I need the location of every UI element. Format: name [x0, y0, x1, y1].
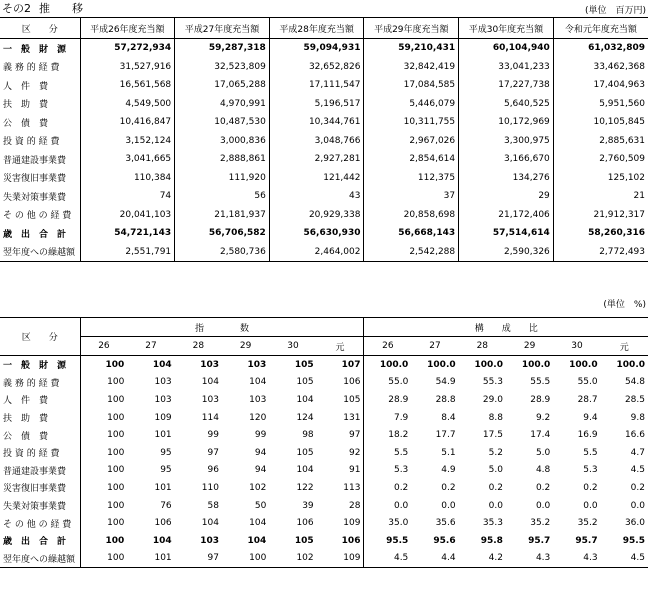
table-row — [0, 187, 648, 206]
ratio-cell: 100.0 — [616, 359, 645, 370]
row-label: 扶 助 費 — [3, 414, 49, 425]
group-ratio-header: 構 成 比 — [364, 318, 648, 337]
ratio-cell: 28.5 — [624, 394, 645, 405]
index-cell: 95 — [160, 465, 172, 476]
ratio-cell: 0.0 — [364, 497, 411, 515]
ratio-cell: 55.5 — [530, 377, 551, 388]
table-row — [0, 169, 648, 188]
ratio-cell: 4.5 — [630, 465, 645, 476]
year-header: 平成27年度充当額 — [175, 18, 270, 39]
ratio-cell: 0.0 — [535, 500, 551, 511]
index-cell: 109 — [343, 518, 361, 529]
row-label: 失業対策事業費 — [3, 192, 67, 203]
amount-cell: 112,375 — [364, 169, 459, 188]
ratio-cell: 28.8 — [435, 394, 456, 405]
amount-cell: 20,929,338 — [269, 206, 364, 225]
index-cell: 109 — [343, 553, 361, 564]
index-cell: 106 — [296, 518, 314, 529]
ratio-cell: 5.5 — [583, 447, 598, 458]
index-cell: 97 — [207, 447, 219, 458]
amount-cell: 121,442 — [269, 169, 364, 188]
index-cell: 99 — [254, 430, 267, 441]
ratio-year-header: 元 — [601, 337, 648, 356]
index-cell: 50 — [254, 500, 267, 511]
amount-cell: 57,272,934 — [80, 39, 175, 58]
index-cell: 76 — [160, 500, 172, 511]
amount-cell: 125,102 — [553, 169, 648, 188]
ratio-cell: 16.9 — [577, 430, 598, 441]
amount-cell: 17,111,547 — [269, 76, 364, 95]
amount-cell: 3,300,975 — [459, 132, 554, 151]
row-label: 歳 出 合 計 — [3, 537, 67, 548]
amount-cell: 32,523,809 — [175, 58, 270, 77]
table-row — [0, 58, 648, 77]
row-label: 失業対策事業費 — [3, 502, 67, 513]
ratio-cell: 0.2 — [583, 482, 598, 493]
table-row — [0, 356, 648, 374]
ratio-cell: 55.0 — [364, 374, 411, 392]
amount-cell: 17,227,738 — [459, 76, 554, 95]
amount-cell: 37 — [364, 187, 459, 206]
ratio-cell: 7.9 — [364, 409, 411, 427]
amount-cell: 33,041,233 — [459, 58, 554, 77]
index-cell: 92 — [349, 447, 361, 458]
amount-cell: 56,706,582 — [175, 224, 270, 243]
ratio-cell: 8.4 — [441, 412, 456, 423]
table-row — [0, 479, 648, 497]
year-header: 平成26年度充当額 — [80, 18, 175, 39]
amount-cell: 21,912,317 — [553, 206, 648, 225]
ratio-cell: 95.5 — [622, 535, 645, 546]
index-cell: 104 — [249, 377, 267, 388]
ratio-cell: 0.2 — [364, 479, 411, 497]
index-cell: 100 — [80, 532, 127, 550]
amount-cell: 61,032,809 — [553, 39, 648, 58]
ratio-cell: 55.3 — [482, 377, 503, 388]
ratio-cell: 54.9 — [435, 377, 456, 388]
index-cell: 104 — [152, 535, 172, 546]
ratio-cell: 35.3 — [482, 518, 503, 529]
ratio-cell: 35.2 — [530, 518, 551, 529]
amount-cell: 56 — [175, 187, 270, 206]
ratio-cell: 5.0 — [535, 447, 551, 458]
index-cell: 101 — [154, 430, 172, 441]
table-row — [0, 550, 648, 568]
amount-cell: 2,854,614 — [364, 150, 459, 169]
ratio-cell: 4.3 — [583, 553, 598, 564]
amount-cell: 17,404,963 — [553, 76, 648, 95]
year-header: 平成28年度充当額 — [269, 18, 364, 39]
row-label: 翌年度への繰越額 — [3, 248, 76, 259]
table-row — [0, 113, 648, 132]
amount-cell: 20,041,103 — [80, 206, 175, 225]
ratio-cell: 0.0 — [488, 500, 503, 511]
index-cell: 105 — [294, 535, 314, 546]
amount-cell: 110,384 — [80, 169, 175, 188]
index-cell: 58 — [207, 500, 219, 511]
table-row — [0, 532, 648, 550]
index-cell: 100 — [80, 444, 127, 462]
ratio-year-header: 30 — [553, 337, 600, 356]
index-table-year-header — [0, 337, 648, 356]
row-label: 普通建設事業費 — [3, 466, 67, 477]
group-index-header: 指 数 — [80, 318, 364, 337]
amount-cell: 5,446,079 — [364, 95, 459, 114]
amount-cell: 54,721,143 — [80, 224, 175, 243]
amount-cell: 59,287,318 — [175, 39, 270, 58]
ratio-cell: 4.5 — [630, 553, 645, 564]
row-label: 一 般 財 源 — [3, 361, 67, 372]
index-cell: 97 — [207, 553, 219, 564]
index-cell: 103 — [154, 394, 172, 405]
ratio-cell: 55.0 — [577, 377, 598, 388]
amount-cell: 31,527,916 — [80, 58, 175, 77]
ratio-cell: 28.9 — [530, 394, 551, 405]
table-row — [0, 374, 648, 392]
ratio-cell: 54.8 — [624, 377, 645, 388]
ratio-cell: 100.0 — [569, 359, 598, 370]
index-cell: 104 — [247, 535, 267, 546]
index-cell: 100 — [80, 426, 127, 444]
row-label: 公 債 費 — [3, 118, 49, 129]
row-label: 災害復旧事業費 — [3, 174, 67, 185]
table2-unit: (単位 %) — [603, 300, 646, 310]
amount-cell: 21,172,406 — [459, 206, 554, 225]
amount-cell: 56,668,143 — [364, 224, 459, 243]
amount-cell: 134,276 — [459, 169, 554, 188]
ratio-cell: 35.2 — [577, 518, 598, 529]
index-cell: 94 — [254, 465, 267, 476]
amount-cell: 10,105,845 — [553, 113, 648, 132]
ratio-cell: 0.0 — [630, 500, 645, 511]
table-row — [0, 426, 648, 444]
table-row — [0, 409, 648, 427]
year-header: 令和元年度充当額 — [553, 18, 648, 39]
table-row — [0, 132, 648, 151]
row-label: 翌年度への繰越額 — [3, 554, 76, 565]
row-label: そ の 他 の 経 費 — [3, 211, 72, 222]
index-cell: 98 — [302, 430, 314, 441]
ratio-cell: 0.2 — [535, 482, 551, 493]
index-cell: 102 — [249, 482, 267, 493]
index-cell: 28 — [349, 500, 361, 511]
amount-cell: 58,260,316 — [553, 224, 648, 243]
index-cell: 100 — [80, 391, 127, 409]
index-cell: 105 — [296, 447, 314, 458]
table-row — [0, 76, 648, 95]
row-label: 普通建設事業費 — [3, 155, 67, 166]
index-cell: 105 — [296, 377, 314, 388]
amount-cell: 2,772,493 — [553, 243, 648, 262]
amount-cell: 3,048,766 — [269, 132, 364, 151]
amount-cell: 10,344,761 — [269, 113, 364, 132]
amount-cell: 3,000,836 — [175, 132, 270, 151]
index-cell: 91 — [349, 465, 361, 476]
amount-cell: 32,842,419 — [364, 58, 459, 77]
row-label: 歳 出 合 計 — [3, 229, 67, 240]
amount-cell: 21,181,937 — [175, 206, 270, 225]
amount-cell: 2,542,288 — [364, 243, 459, 262]
index-cell: 100 — [80, 374, 127, 392]
amount-cell: 60,104,940 — [459, 39, 554, 58]
amount-cell: 3,041,665 — [80, 150, 175, 169]
row-label: 人 件 費 — [3, 396, 49, 407]
index-cell: 100 — [80, 479, 127, 497]
amount-cell: 10,487,530 — [175, 113, 270, 132]
amount-table-header — [0, 18, 648, 39]
row-label: 一 般 財 源 — [3, 44, 67, 55]
ratio-cell: 17.7 — [435, 430, 456, 441]
index-cell: 124 — [296, 412, 314, 423]
index-cell: 103 — [200, 359, 219, 370]
index-year-header: 28 — [175, 337, 222, 356]
index-cell: 105 — [294, 359, 314, 370]
index-cell: 104 — [201, 377, 219, 388]
amount-cell: 2,580,736 — [175, 243, 270, 262]
row-label: 人 件 費 — [3, 81, 49, 92]
ratio-cell: 100.0 — [427, 359, 456, 370]
table-row — [0, 39, 648, 58]
index-year-header: 26 — [80, 337, 127, 356]
index-year-header: 27 — [127, 337, 174, 356]
ratio-cell: 18.2 — [364, 426, 411, 444]
header-kubun: 区 分 — [0, 18, 80, 39]
amount-cell: 21 — [553, 187, 648, 206]
title-prefix: その2 — [2, 2, 31, 15]
ratio-cell: 95.6 — [433, 535, 456, 546]
amount-cell: 59,210,431 — [364, 39, 459, 58]
row-label: 投 資 的 経 費 — [3, 449, 60, 460]
ratio-cell: 4.8 — [535, 465, 551, 476]
index-table-group-header — [0, 318, 648, 337]
table-row — [0, 462, 648, 480]
ratio-cell: 5.3 — [364, 462, 411, 480]
ratio-cell: 28.7 — [577, 394, 598, 405]
row-label: 義 務 的 経 費 — [3, 63, 60, 74]
table-row — [0, 95, 648, 114]
header-kubun: 区 分 — [0, 318, 80, 356]
row-label: 災害復旧事業費 — [3, 484, 67, 495]
index-cell: 100 — [80, 514, 127, 532]
ratio-cell: 95.5 — [364, 532, 411, 550]
ratio-cell: 0.2 — [630, 482, 645, 493]
amount-cell: 2,885,631 — [553, 132, 648, 151]
amount-cell: 74 — [80, 187, 175, 206]
ratio-cell: 17.5 — [482, 430, 503, 441]
index-cell: 104 — [296, 465, 314, 476]
ratio-cell: 5.5 — [364, 444, 411, 462]
amount-cell: 5,196,517 — [269, 95, 364, 114]
ratio-cell: 95.8 — [480, 535, 503, 546]
ratio-cell: 100.0 — [521, 359, 551, 370]
year-header: 平成29年度充当額 — [364, 18, 459, 39]
index-cell: 101 — [154, 482, 172, 493]
amount-cell: 10,311,755 — [364, 113, 459, 132]
index-cell: 106 — [343, 377, 361, 388]
table-row — [0, 243, 648, 262]
ratio-cell: 9.8 — [630, 412, 645, 423]
ratio-year-header: 27 — [411, 337, 458, 356]
ratio-year-header: 26 — [364, 337, 411, 356]
amount-cell: 3,166,670 — [459, 150, 554, 169]
ratio-cell: 100.0 — [474, 359, 503, 370]
amount-cell: 17,084,585 — [364, 76, 459, 95]
ratio-cell: 17.4 — [530, 430, 551, 441]
index-cell: 105 — [343, 394, 361, 405]
amount-cell: 2,590,326 — [459, 243, 554, 262]
index-cell: 100 — [80, 550, 127, 568]
table-row — [0, 514, 648, 532]
index-cell: 103 — [200, 535, 219, 546]
amount-cell: 5,951,560 — [553, 95, 648, 114]
index-cell: 104 — [249, 518, 267, 529]
amount-cell: 2,551,791 — [80, 243, 175, 262]
index-cell: 103 — [201, 394, 219, 405]
index-cell: 39 — [302, 500, 314, 511]
ratio-cell: 5.1 — [441, 447, 456, 458]
amount-cell: 2,464,002 — [269, 243, 364, 262]
ratio-cell: 9.2 — [535, 412, 551, 423]
ratio-year-header: 29 — [506, 337, 553, 356]
index-cell: 102 — [296, 553, 314, 564]
index-cell: 100 — [80, 409, 127, 427]
index-year-header: 元 — [317, 337, 364, 356]
index-cell: 100 — [80, 497, 127, 515]
index-cell: 100 — [80, 462, 127, 480]
index-cell: 100 — [80, 356, 127, 374]
ratio-cell: 9.4 — [583, 412, 598, 423]
index-cell: 106 — [154, 518, 172, 529]
amount-cell: 32,652,826 — [269, 58, 364, 77]
table-row — [0, 444, 648, 462]
index-cell: 100 — [249, 553, 267, 564]
ratio-cell: 95.7 — [575, 535, 598, 546]
ratio-cell: 35.0 — [364, 514, 411, 532]
ratio-cell: 4.5 — [364, 550, 411, 568]
amount-cell: 17,065,288 — [175, 76, 270, 95]
amount-cell: 5,640,525 — [459, 95, 554, 114]
index-cell: 113 — [343, 482, 361, 493]
ratio-cell: 16.6 — [624, 430, 645, 441]
amount-cell: 59,094,931 — [269, 39, 364, 58]
amount-cell: 2,927,281 — [269, 150, 364, 169]
index-cell: 101 — [154, 553, 172, 564]
row-label: 公 債 費 — [3, 431, 49, 442]
page-title — [2, 0, 83, 16]
index-cell: 107 — [341, 359, 361, 370]
index-cell: 106 — [341, 535, 361, 546]
index-cell: 110 — [201, 482, 219, 493]
index-cell: 104 — [296, 394, 314, 405]
index-year-header: 30 — [269, 337, 316, 356]
ratio-cell: 4.2 — [488, 553, 503, 564]
index-year-header: 29 — [222, 337, 269, 356]
title-main: 推 移 — [39, 2, 83, 15]
ratio-cell: 8.8 — [488, 412, 503, 423]
ratio-cell: 100.0 — [364, 356, 411, 374]
row-label: そ の 他 の 経 費 — [3, 519, 72, 530]
row-label: 扶 助 費 — [3, 100, 49, 111]
ratio-year-header: 28 — [459, 337, 506, 356]
ratio-cell: 0.2 — [441, 482, 456, 493]
index-cell: 104 — [201, 518, 219, 529]
ratio-cell: 5.0 — [488, 465, 503, 476]
ratio-cell: 5.3 — [583, 465, 598, 476]
ratio-cell: 0.0 — [441, 500, 456, 511]
ratio-cell: 95.7 — [528, 535, 551, 546]
amount-cell: 111,920 — [175, 169, 270, 188]
amount-cell: 43 — [269, 187, 364, 206]
amount-cell: 16,561,568 — [80, 76, 175, 95]
amount-cell: 2,760,509 — [553, 150, 648, 169]
index-cell: 103 — [247, 359, 267, 370]
index-cell: 99 — [207, 430, 219, 441]
ratio-cell: 4.9 — [441, 465, 456, 476]
table-row — [0, 224, 648, 243]
ratio-cell: 0.0 — [583, 500, 598, 511]
table-row — [0, 206, 648, 225]
row-label: 義 務 的 経 費 — [3, 378, 60, 389]
amount-cell: 33,462,368 — [553, 58, 648, 77]
table-row — [0, 391, 648, 409]
index-cell: 120 — [249, 412, 267, 423]
index-cell: 114 — [201, 412, 219, 423]
index-ratio-table — [0, 317, 648, 568]
table-row — [0, 497, 648, 515]
amount-cell: 4,549,500 — [80, 95, 175, 114]
index-cell: 122 — [296, 482, 314, 493]
index-cell: 94 — [254, 447, 267, 458]
amount-cell: 4,970,991 — [175, 95, 270, 114]
index-cell: 103 — [154, 377, 172, 388]
ratio-cell: 36.0 — [624, 518, 645, 529]
ratio-cell: 4.3 — [535, 553, 551, 564]
amount-cell: 2,888,861 — [175, 150, 270, 169]
amount-cell: 10,172,969 — [459, 113, 554, 132]
index-cell: 131 — [343, 412, 361, 423]
amount-cell: 2,967,026 — [364, 132, 459, 151]
amount-table — [0, 17, 648, 262]
amount-cell: 3,152,124 — [80, 132, 175, 151]
amount-cell: 20,858,698 — [364, 206, 459, 225]
ratio-cell: 4.7 — [630, 447, 645, 458]
year-header: 平成30年度充当額 — [459, 18, 554, 39]
amount-cell: 57,514,614 — [459, 224, 554, 243]
ratio-cell: 35.6 — [435, 518, 456, 529]
index-cell: 97 — [349, 430, 361, 441]
ratio-cell: 4.4 — [441, 553, 456, 564]
table-row — [0, 150, 648, 169]
ratio-cell: 5.2 — [488, 447, 503, 458]
amount-cell: 10,416,847 — [80, 113, 175, 132]
row-label: 投 資 的 経 費 — [3, 137, 60, 148]
ratio-cell: 29.0 — [482, 394, 503, 405]
index-cell: 104 — [152, 359, 172, 370]
index-cell: 109 — [154, 412, 172, 423]
index-cell: 96 — [207, 465, 219, 476]
index-cell: 103 — [249, 394, 267, 405]
table1-unit: (単位 百万円) — [584, 6, 646, 16]
amount-cell: 56,630,930 — [269, 224, 364, 243]
amount-cell: 29 — [459, 187, 554, 206]
ratio-cell: 0.2 — [488, 482, 503, 493]
ratio-cell: 28.9 — [364, 391, 411, 409]
index-cell: 95 — [160, 447, 172, 458]
